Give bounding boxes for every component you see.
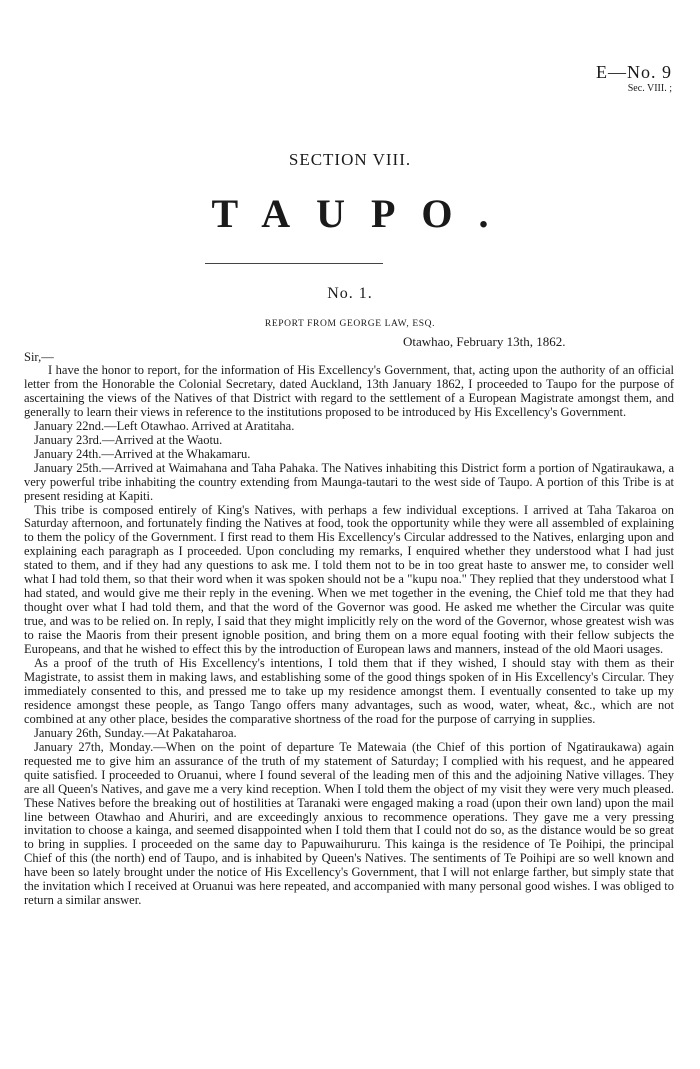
journal-entry-jan-22: January 22nd.—Left Otawhao. Arrived at Aratitaha. (34, 418, 295, 433)
paragraph-introduction: I have the honor to report, for the information of His Excellency's Government, that, acting upon the authority of an official letter from the Honorable the Colonial Secretary, dated Auckland, 13th January 1862, I proceeded to Taupo for the purpose of ascertaining the views of the Natives of that District with regard to the settlement of a European Magistrate amongst them, and generally to learn their views in reference to the institutions proposed to be introduced by His Excellency's Government. (24, 363, 674, 419)
journal-entry-jan-27: January 27th, Monday.—When on the point of departure Te Matewaia (the Chief of this portion of Ngatiraukawa) again requested me to give him an assurance of the truth of my statement of Saturday; I complied with his request, and he appeared quite satisfied. I proceeded to Oruanui, where I found several of the leading men of this and the adjoining Native villages. They are all Queen's Natives, and gave me a very kind reception. When I told them the object of my visit they were very much pleased. These Natives before the breaking out of hostilities at Taranaki were engaged making a road (upon their own land) upon the mail line between Otawhao and Ahuriri, and are exceedingly anxious to recommence operations. They gave me a very pressing invitation to choose a kainga, and seemed disappointed when I told them that I could not do so, as the distance would be so great to bring in supplies. I proceeded on the same day to Papuwaihururu. This kainga is the residence of Te Poihipi, the principal Chief of this (the north) end of Taupo, and is inhabited by Queen's Natives. The sentiments of Te Poihipi are so well known and have been so lately brought under the notice of His Excellency's Government, that I will not enlarge farther, but simply state that the invitation which I received at Oruanui was here repeated, and accompanied with many personal good wishes. I was obliged to return a similar answer. (24, 739, 674, 908)
journal-entry-jan-23: January 23rd.—Arrived at the Waotu. (34, 432, 223, 447)
title-divider (205, 263, 383, 264)
salutation: Sir,— (24, 350, 54, 364)
journal-entry-jan-25: January 25th.—Arrived at Waimahana and Taha Pahaka. The Natives inhabiting this District form a portion of Ngatiraukawa, a very powerful tribe inhabiting the country extending from Maunga-tautari to the west side of Taupo. A portion of this Tribe is at present residing at Kapiti. (24, 460, 674, 503)
document-number: No. 1. (327, 285, 373, 302)
journal-entry-jan-24: January 24th.—Arrived at the Whakamaru. (34, 446, 251, 461)
paragraph-tribe: This tribe is composed entirely of King's Natives, with perhaps a few individual exceptions. I arrived at Taha Takaroa on Saturday afternoon, and fortunately finding the Natives at food, took the opportunity while they were all assembled of explaining to them the policy of the Government. I first read to them His Excellency's Circular addressed to the Natives, enlarging upon and explaining each paragraph as I proceeded. Upon concluding my remarks, I enquired whether they understood what I had just stated to them, and if they had any questions to ask me. I told them not to be in too great haste to answer me, to consider well what I had told them, so that their word when it was spoken should not be a "kupu noa." They replied that they understood what I had stated, and would give me their reply in the evening. When we met together in the evening, the Chief told me that they had thought over what I had told them, and that the word of the Governor was good. He asked me whether the Circular was quite true, and was to be relied on. In reply, I said that they might implicitly rely on the word of the Governor, whose greatest wish was to raise the Maoris from their present ignoble position, and bring them on a more equal footing with their fellow subjects the Europeans, and that he wished to effect this by the introduction of European laws and manners, instead of the old Maori usages. (24, 502, 674, 657)
paragraph-proof: As a proof of the truth of His Excellency's intentions, I told them that if they wished, I should stay with them as their Magistrate, to assist them in making laws, and establishing some of the good things spoken of in His Excellency's Circular. They immediately consented to this, and pressed me to take up my residence amongst them. I eventually consented to take up my residence amongst these people, as Tango Tango offers many advantages, such as wood, water, wheat, &c., which are not combined at any other place, besides the comparative shortness of the road for the purpose of carrying in supplies. (24, 656, 674, 726)
page-title: TAUPO. (211, 191, 515, 236)
page-reference (596, 62, 672, 96)
document-code: E—No. 9 (596, 62, 672, 82)
report-heading: REPORT FROM GEORGE LAW, ESQ. (264, 319, 436, 329)
journal-entry-jan-26: January 26th, Sunday.—At Pakataharoa. (34, 725, 237, 740)
report-body (24, 364, 674, 908)
section-reference: Sec. VIII. ; (627, 83, 672, 94)
section-heading: SECTION VIII. (288, 150, 412, 169)
dateline: Otawhao, February 13th, 1862. (403, 334, 566, 349)
